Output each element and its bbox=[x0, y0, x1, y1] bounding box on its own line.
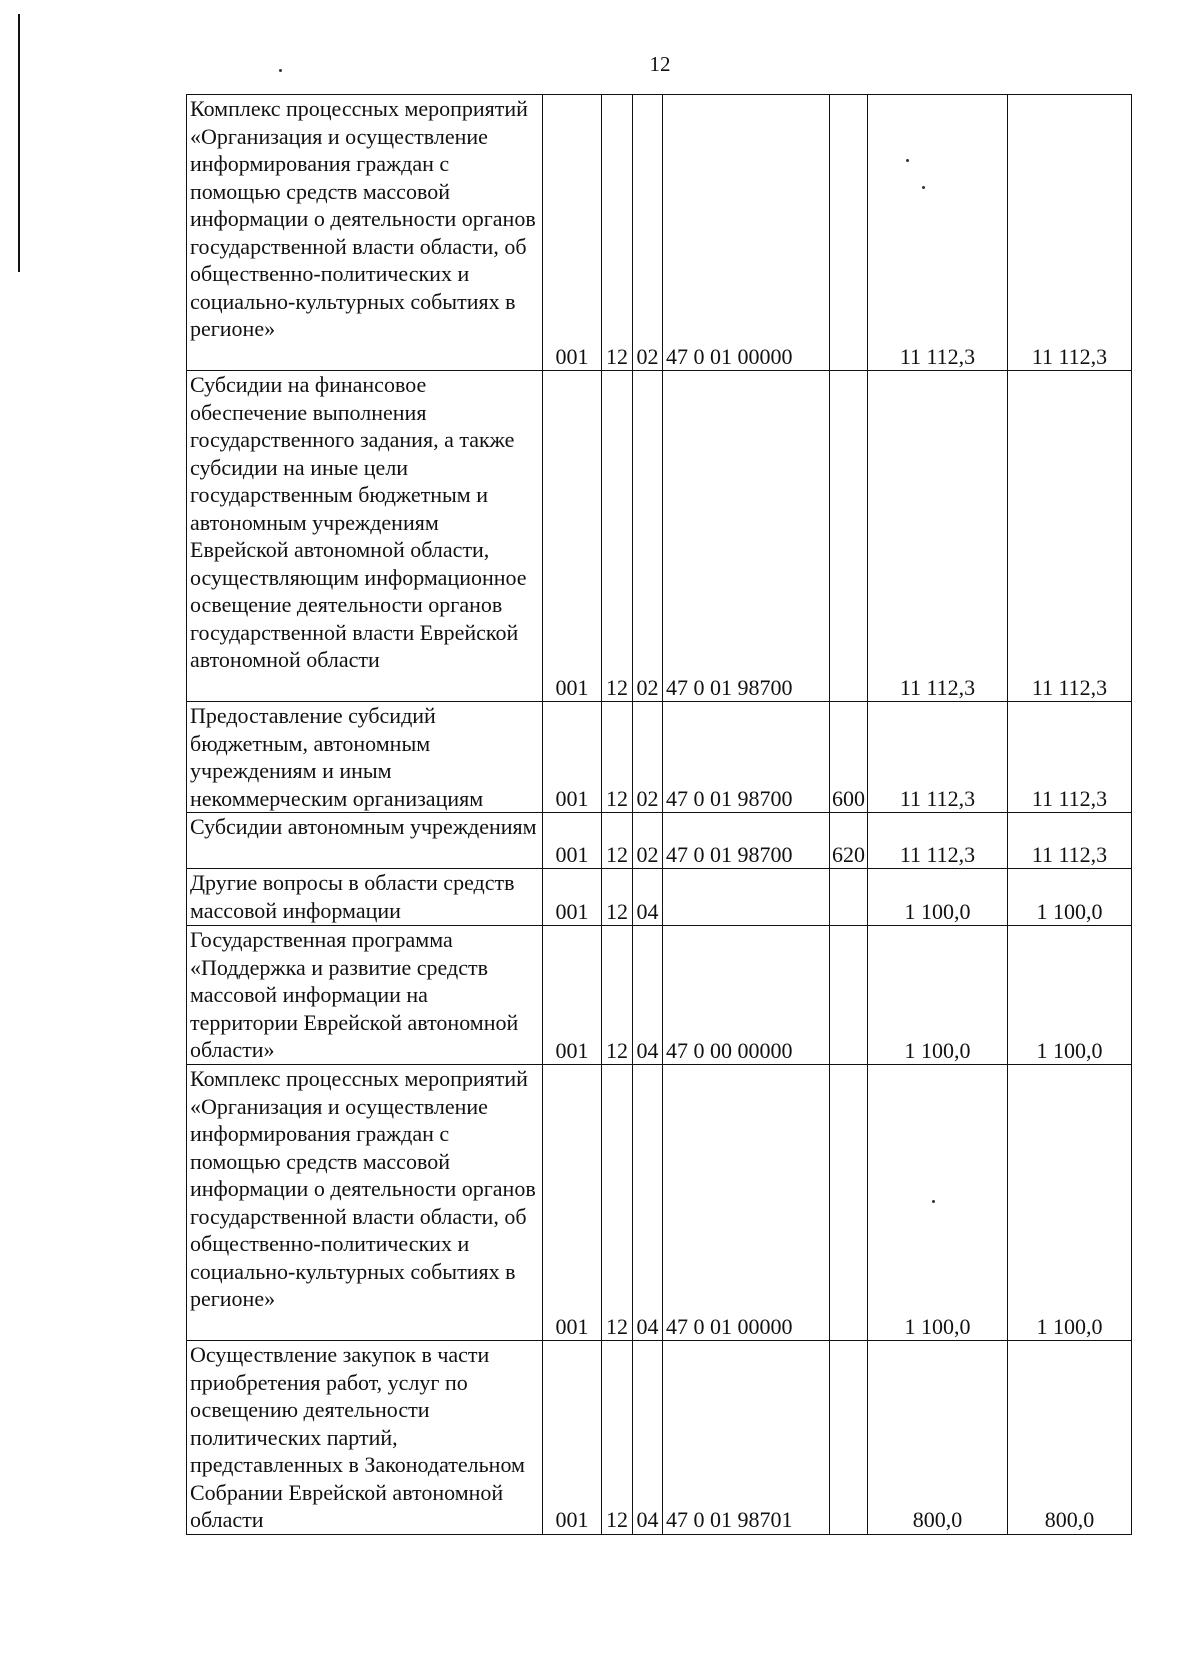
ministry-code: 001 bbox=[543, 702, 602, 813]
budget-table bbox=[186, 94, 1132, 1535]
section-code: 12 bbox=[602, 371, 633, 702]
subsection-code: 04 bbox=[633, 1065, 663, 1341]
subsection-code: 04 bbox=[633, 926, 663, 1065]
subsection-code: 02 bbox=[633, 813, 663, 869]
row-name: Комплекс процессных мероприятий «Организация и осуществление информирования граждан с помощью средств массовой информации о деятельности органов государственной власти области, об общественно-политических и социально-культурных событиях в регионе» bbox=[187, 95, 543, 371]
section-code: 12 bbox=[602, 702, 633, 813]
row-name: Государственная программа «Поддержка и развитие средств массовой информации на территории Еврейской автономной области» bbox=[187, 926, 543, 1065]
table-row bbox=[187, 1341, 1132, 1535]
row-name: Предоставление субсидий бюджетным, автономным учреждениям и иным некоммерческим организациям bbox=[187, 702, 543, 813]
subsection-code: 04 bbox=[633, 1341, 663, 1535]
expense-type-code: 620 bbox=[830, 813, 868, 869]
expense-type-code: 600 bbox=[830, 702, 868, 813]
amount-year-2: 1 100,0 bbox=[1008, 926, 1132, 1065]
expense-type-code bbox=[830, 1341, 868, 1535]
ministry-code: 001 bbox=[543, 813, 602, 869]
expense-type-code bbox=[830, 926, 868, 1065]
amount-year-1: 1 100,0 bbox=[868, 926, 1008, 1065]
amount-year-2: 800,0 bbox=[1008, 1341, 1132, 1535]
target-article-code: 47 0 00 00000 bbox=[663, 926, 830, 1065]
expense-type-code bbox=[830, 1065, 868, 1341]
section-code: 12 bbox=[602, 95, 633, 371]
section-code: 12 bbox=[602, 926, 633, 1065]
table-row bbox=[187, 813, 1132, 869]
ministry-code: 001 bbox=[543, 926, 602, 1065]
amount-year-1: 1 100,0 bbox=[868, 1065, 1008, 1341]
table-row bbox=[187, 702, 1132, 813]
scan-speck bbox=[279, 69, 282, 72]
amount-year-2: 11 112,3 bbox=[1008, 371, 1132, 702]
subsection-code: 02 bbox=[633, 371, 663, 702]
amount-year-2: 1 100,0 bbox=[1008, 869, 1132, 926]
ministry-code: 001 bbox=[543, 95, 602, 371]
row-name: Другие вопросы в области средств массовой информации bbox=[187, 869, 543, 926]
expense-type-code bbox=[830, 95, 868, 371]
table-row bbox=[187, 95, 1132, 371]
ministry-code: 001 bbox=[543, 869, 602, 926]
amount-year-1: 11 112,3 bbox=[868, 702, 1008, 813]
expense-type-code bbox=[830, 371, 868, 702]
target-article-code: 47 0 01 00000 bbox=[663, 95, 830, 371]
row-name: Комплекс процессных мероприятий «Организация и осуществление информирования граждан с помощью средств массовой информации о деятельности органов государственной власти области, об общественно-политических и социально-культурных событиях в регионе» bbox=[187, 1065, 543, 1341]
amount-year-2: 11 112,3 bbox=[1008, 813, 1132, 869]
subsection-code: 02 bbox=[633, 702, 663, 813]
ministry-code: 001 bbox=[543, 1341, 602, 1535]
section-code: 12 bbox=[602, 869, 633, 926]
row-name: Осуществление закупок в части приобретения работ, услуг по освещению деятельности политических партий, представленных в Законодательном Собрании Еврейской автономной области bbox=[187, 1341, 543, 1535]
ministry-code: 001 bbox=[543, 371, 602, 702]
section-code: 12 bbox=[602, 813, 633, 869]
section-code: 12 bbox=[602, 1065, 633, 1341]
amount-year-1: 800,0 bbox=[868, 1341, 1008, 1535]
target-article-code: 47 0 01 00000 bbox=[663, 1065, 830, 1341]
subsection-code: 02 bbox=[633, 95, 663, 371]
ministry-code: 001 bbox=[543, 1065, 602, 1341]
table-row bbox=[187, 869, 1132, 926]
subsection-code: 04 bbox=[633, 869, 663, 926]
amount-year-1: 11 112,3 bbox=[868, 813, 1008, 869]
amount-year-1: 11 112,3 bbox=[868, 95, 1008, 371]
amount-year-2: 1 100,0 bbox=[1008, 1065, 1132, 1341]
amount-year-1: 1 100,0 bbox=[868, 869, 1008, 926]
amount-year-2: 11 112,3 bbox=[1008, 95, 1132, 371]
target-article-code: 47 0 01 98700 bbox=[663, 813, 830, 869]
amount-year-1: 11 112,3 bbox=[868, 371, 1008, 702]
target-article-code: 47 0 01 98701 bbox=[663, 1341, 830, 1535]
table-row bbox=[187, 371, 1132, 702]
page-number: 12 bbox=[649, 52, 671, 76]
row-name: Субсидии на финансовое обеспечение выполнения государственного задания, а также субсидии на иные цели государственным бюджетным и автономным учреждениям Еврейской автономной области, осуществляющим информационное освещение деятельности органов государственной власти Еврейской автономной области bbox=[187, 371, 543, 702]
table-row bbox=[187, 926, 1132, 1065]
expense-type-code bbox=[830, 869, 868, 926]
scan-margin-line bbox=[18, 14, 20, 272]
amount-year-2: 11 112,3 bbox=[1008, 702, 1132, 813]
target-article-code: 47 0 01 98700 bbox=[663, 371, 830, 702]
target-article-code bbox=[663, 869, 830, 926]
row-name: Субсидии автономным учреждениям bbox=[187, 813, 543, 869]
section-code: 12 bbox=[602, 1341, 633, 1535]
table-row bbox=[187, 1065, 1132, 1341]
target-article-code: 47 0 01 98700 bbox=[663, 702, 830, 813]
